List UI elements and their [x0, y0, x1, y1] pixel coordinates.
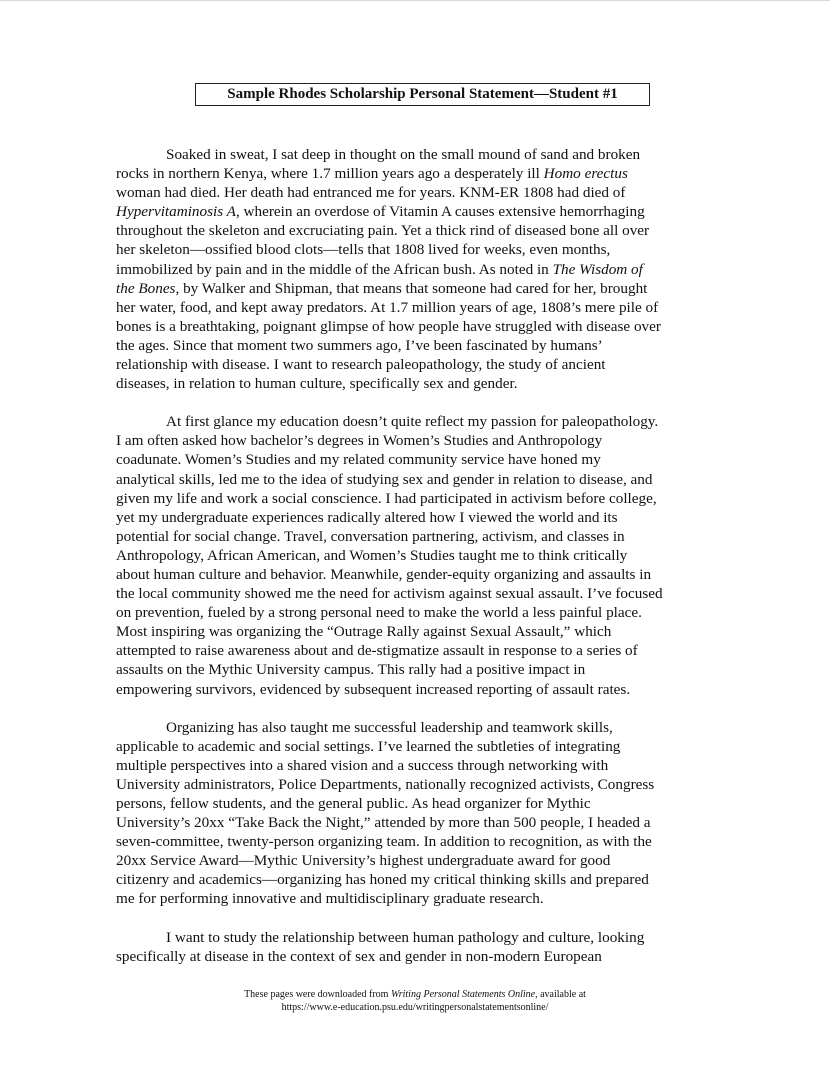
text-run: I am often asked how bachelor’s degrees in Women’s Studies and Anthropology: [116, 432, 603, 450]
text-line: [116, 756, 721, 775]
text-run: coadunate. Women’s Studies and my related community service have honed my: [116, 451, 601, 469]
text-run: relationship with disease. I want to research paleopathology, the study of ancient: [116, 356, 606, 374]
text-line: [116, 470, 721, 489]
text-run: specifically at disease in the context of sex and gender in non-modern European: [116, 947, 602, 965]
text-line: [116, 240, 721, 259]
italic-text: Hypervitaminosis A: [116, 203, 236, 221]
text-line: [116, 813, 721, 832]
text-run: Organizing has also taught me successful leadership and teamwork skills,: [166, 718, 613, 736]
text-run: analytical skills, led me to the idea of studying sex and gender in relation to disease, and: [116, 470, 653, 488]
text-run: woman had died. Her death had entranced me for years. KNM-ER 1808 had died of: [116, 184, 626, 202]
essay-body: [116, 145, 721, 985]
text-line: [116, 889, 721, 908]
footer-url: [0, 1001, 830, 1014]
text-run: , wherein an overdose of Vitamin A causes extensive hemorrhaging: [235, 203, 645, 221]
text-line: [116, 145, 721, 164]
text-line: [116, 298, 721, 317]
text-run: Soaked in sweat, I sat deep in thought on the small mound of sand and broken: [166, 146, 641, 163]
text-run: I want to study the relationship between human pathology and culture, looking: [166, 928, 645, 946]
text-line: [116, 183, 721, 202]
text-run: 20xx Service Award—Mythic University’s highest undergraduate award for good: [116, 852, 611, 870]
paragraph: [116, 145, 721, 393]
text-line: [116, 947, 721, 966]
text-line: [116, 489, 721, 508]
text-line: [116, 641, 721, 660]
text-run: her skeleton—ossified blood clots—tells that 1808 lived for weeks, even months,: [116, 241, 611, 259]
text-line: [116, 546, 721, 565]
text-line: [116, 775, 721, 794]
italic-text: The Wisdom of: [552, 260, 643, 278]
italic-text: Writing Personal Statements Online: [390, 989, 536, 1000]
text-line: [116, 737, 721, 756]
text-line: [116, 431, 721, 450]
italic-text: Homo erectus: [543, 165, 628, 183]
text-line: [116, 928, 721, 947]
text-run: empowering survivors, evidenced by subsequent increased reporting of assault rates.: [116, 680, 631, 698]
paragraph: [116, 718, 721, 909]
text-run: attempted to raise awareness about and de-stigmatize assault in response to a series of: [116, 642, 638, 660]
text-line: [116, 832, 721, 851]
text-line: [116, 584, 721, 603]
text-run: University administrators, Police Departments, nationally recognized activists, Congress: [116, 775, 655, 793]
document-title: Sample Rhodes Scholarship Personal Statement—Student #1: [195, 83, 650, 106]
text-run: University’s 20xx “Take Back the Night,” attended by more than 500 people, I headed a: [116, 814, 651, 832]
text-line: [116, 851, 721, 870]
text-run: given my life and work a social conscience. I had participated in activism before college,: [116, 489, 657, 507]
text-run: At first glance my education doesn’t quite reflect my passion for paleopathology.: [166, 413, 659, 431]
text-line: [116, 336, 721, 355]
text-line: [116, 412, 721, 431]
text-line: [116, 450, 721, 469]
paragraph: [116, 412, 721, 698]
text-run: , available at: [535, 989, 586, 1000]
text-line: [116, 508, 721, 527]
text-line: [116, 202, 721, 221]
italic-text: the Bones: [116, 279, 176, 297]
paragraph: [116, 928, 721, 966]
text-run: seven-committee, twenty-person organizing team. In addition to recognition, as with the: [116, 833, 652, 851]
page-edge: [0, 0, 830, 1]
text-run: yet my undergraduate experiences radically altered how I viewed the world and its: [116, 508, 618, 526]
text-line: [116, 527, 721, 546]
text-line: [116, 622, 721, 641]
text-line: [116, 870, 721, 889]
text-run: multiple perspectives into a shared vision and a success through networking with: [116, 756, 609, 774]
text-run: immobilized by pain and in the middle of the African bush. As noted in: [116, 260, 553, 278]
text-line: [116, 660, 721, 679]
text-run: assaults on the Mythic University campus. This rally had a positive impact in: [116, 661, 586, 679]
text-line: [116, 374, 721, 393]
text-line: [116, 680, 721, 699]
text-run: , by Walker and Shipman, that means that someone had cared for her, brought: [175, 279, 648, 297]
text-run: the local community showed me the need for activism against sexual assault. I’ve focused: [116, 585, 663, 603]
text-line: [116, 260, 721, 279]
text-run: me for performing innovative and multidisciplinary graduate research.: [116, 890, 544, 908]
text-run: throughout the skeleton and excruciating pain. Yet a thick rind of diseased bone all over: [116, 222, 650, 240]
text-line: [116, 355, 721, 374]
text-line: [116, 565, 721, 584]
text-line: [116, 317, 721, 336]
text-run: diseases, in relation to human culture, specifically sex and gender.: [116, 375, 518, 393]
text-run: potential for social change. Travel, conversation partnering, activism, and classes in: [116, 527, 625, 545]
text-line: [116, 279, 721, 298]
text-run: rocks in northern Kenya, where 1.7 million years ago a desperately ill: [116, 165, 544, 183]
text-run: https://www.e-education.psu.edu/writingpersonalstatementsonline/: [281, 1002, 549, 1013]
text-run: persons, fellow students, and the general public. As head organizer for Mythic: [116, 795, 591, 812]
text-run: Anthropology, African American, and Women’s Studies taught me to think critically: [116, 546, 628, 564]
text-line: [116, 603, 721, 622]
text-line: [116, 221, 721, 240]
text-run: Most inspiring was organizing the “Outrage Rally against Sexual Assault,” which: [116, 623, 612, 641]
text-line: [116, 718, 721, 737]
text-run: on prevention, fueled by a strong personal need to make the world a less painful place.: [116, 604, 642, 622]
text-run: applicable to academic and social settings. I’ve learned the subtleties of integrating: [116, 737, 621, 755]
text-line: [116, 164, 721, 183]
footer: [0, 988, 830, 1014]
text-run: These pages were downloaded from: [244, 989, 391, 1000]
text-line: [116, 794, 721, 813]
text-run: her water, food, and kept away predators. At 1.7 million years of age, 1808’s mere pile of: [116, 298, 659, 316]
text-run: bones is a breathtaking, poignant glimpse of how people have struggled with disease over: [116, 317, 661, 335]
text-run: citizenry and academics—organizing has honed my critical thinking skills and prepared: [116, 871, 649, 889]
text-run: the ages. Since that moment two summers ago, I’ve been fascinated by humans’: [116, 336, 603, 354]
text-run: about human culture and behavior. Meanwhile, gender-equity organizing and assaults in: [116, 565, 652, 583]
footer-source-line: [0, 988, 830, 1001]
